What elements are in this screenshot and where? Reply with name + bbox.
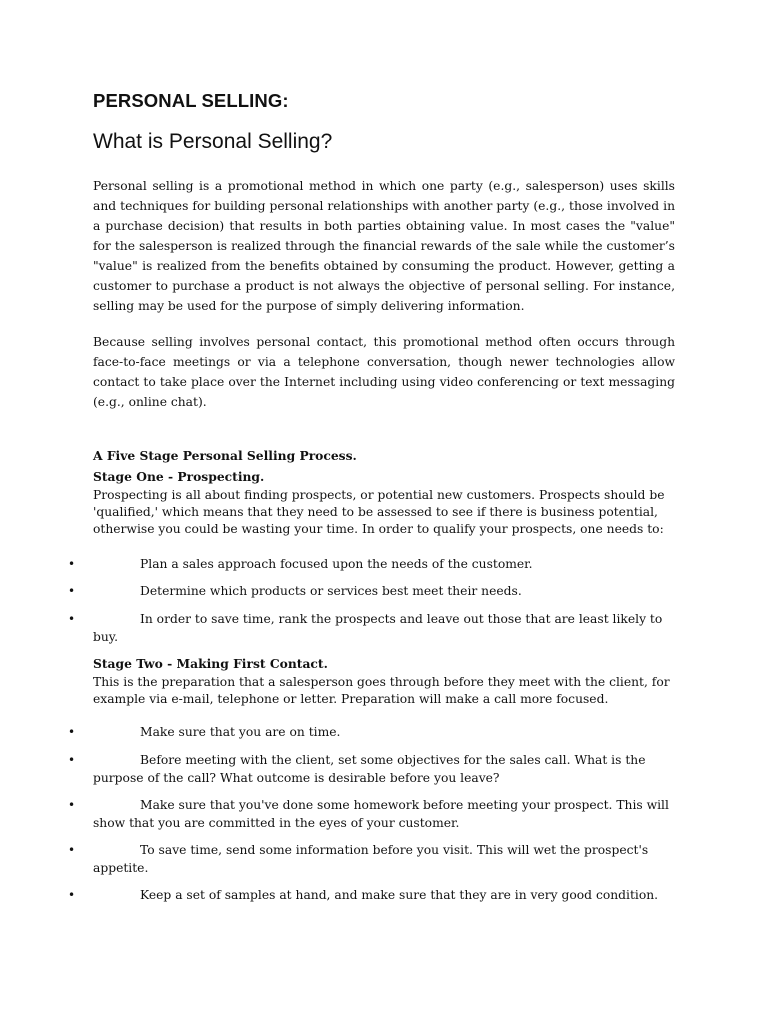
list-item-text: To save time, send some information before you visit. This will wet the prospect's appetite.: [93, 843, 649, 875]
bullet-icon: •: [68, 753, 76, 767]
bullet-icon: •: [68, 557, 76, 571]
list-item: [68, 841, 675, 877]
bullet-icon: •: [68, 888, 76, 902]
list-item-text: Make sure that you are on time.: [140, 725, 341, 739]
list-item-text: In order to save time, rank the prospects and leave out those that are least likely to buy.: [93, 612, 663, 644]
list-item-text: Make sure that you've done some homework before meeting your prospect. This will show that you are committed in the eyes of your customer.: [93, 798, 669, 830]
section-heading: What is Personal Selling?: [93, 130, 333, 153]
list-item: [68, 582, 675, 600]
stage-one-heading: Stage One - Prospecting.: [93, 469, 265, 484]
paragraph: Personal selling is a promotional method in which one party (e.g., salesperson) uses skills and techniques for building personal relationships with another party (e.g., those involved in a purchase decision) that results in both parties obtaining value. In most cases the "value" for the salesperson is realized through the financial rewards of the sale while the customer’s "value" is realized from the benefits obtained by consuming the product. However, getting a customer to purchase a product is not always the objective of personal selling. For instance, selling may be used for the purpose of simply delivering information.: [93, 179, 675, 313]
bullet-icon: •: [68, 843, 76, 857]
document-title: PERSONAL SELLING:: [93, 90, 289, 111]
bullet-icon: •: [68, 725, 76, 739]
bullet-icon: •: [68, 612, 76, 626]
stage-two-intro: This is the preparation that a salesperson goes through before they meet with the client, for example via e-mail, telephone or letter. Preparation will make a call more focused.: [93, 675, 670, 706]
list-item-text: Plan a sales approach focused upon the needs of the customer.: [140, 557, 533, 571]
process-heading: A Five Stage Personal Selling Process.: [93, 448, 357, 463]
bullet-icon: •: [68, 584, 76, 598]
list-item: [68, 555, 675, 573]
list-item-text: Before meeting with the client, set some objectives for the sales call. What is the purpose of the call? What outcome is desirable before you leave?: [93, 753, 646, 785]
list-item: [68, 751, 675, 787]
bullet-icon: •: [68, 798, 76, 812]
list-item: [68, 723, 675, 741]
stage-two-heading: Stage Two - Making First Contact.: [93, 656, 328, 671]
list-item-text: Keep a set of samples at hand, and make sure that they are in very good condition.: [140, 888, 659, 902]
list-item: [68, 610, 675, 646]
list-item: [68, 886, 675, 904]
list-item: [68, 796, 675, 832]
stage-one-intro: Prospecting is all about finding prospects, or potential new customers. Prospects should be 'qualified,' which means that they need to be assessed to see if there is business potential, otherwise you could be wasting your time. In order to qualify your prospects, one needs to:: [93, 488, 665, 536]
paragraph: Because selling involves personal contact, this promotional method often occurs through face-to-face meetings or via a telephone conversation, though newer technologies allow contact to take place over the Internet including using video conferencing or text messaging (e.g., online chat).: [93, 335, 675, 409]
list-item-text: Determine which products or services best meet their needs.: [140, 584, 522, 598]
